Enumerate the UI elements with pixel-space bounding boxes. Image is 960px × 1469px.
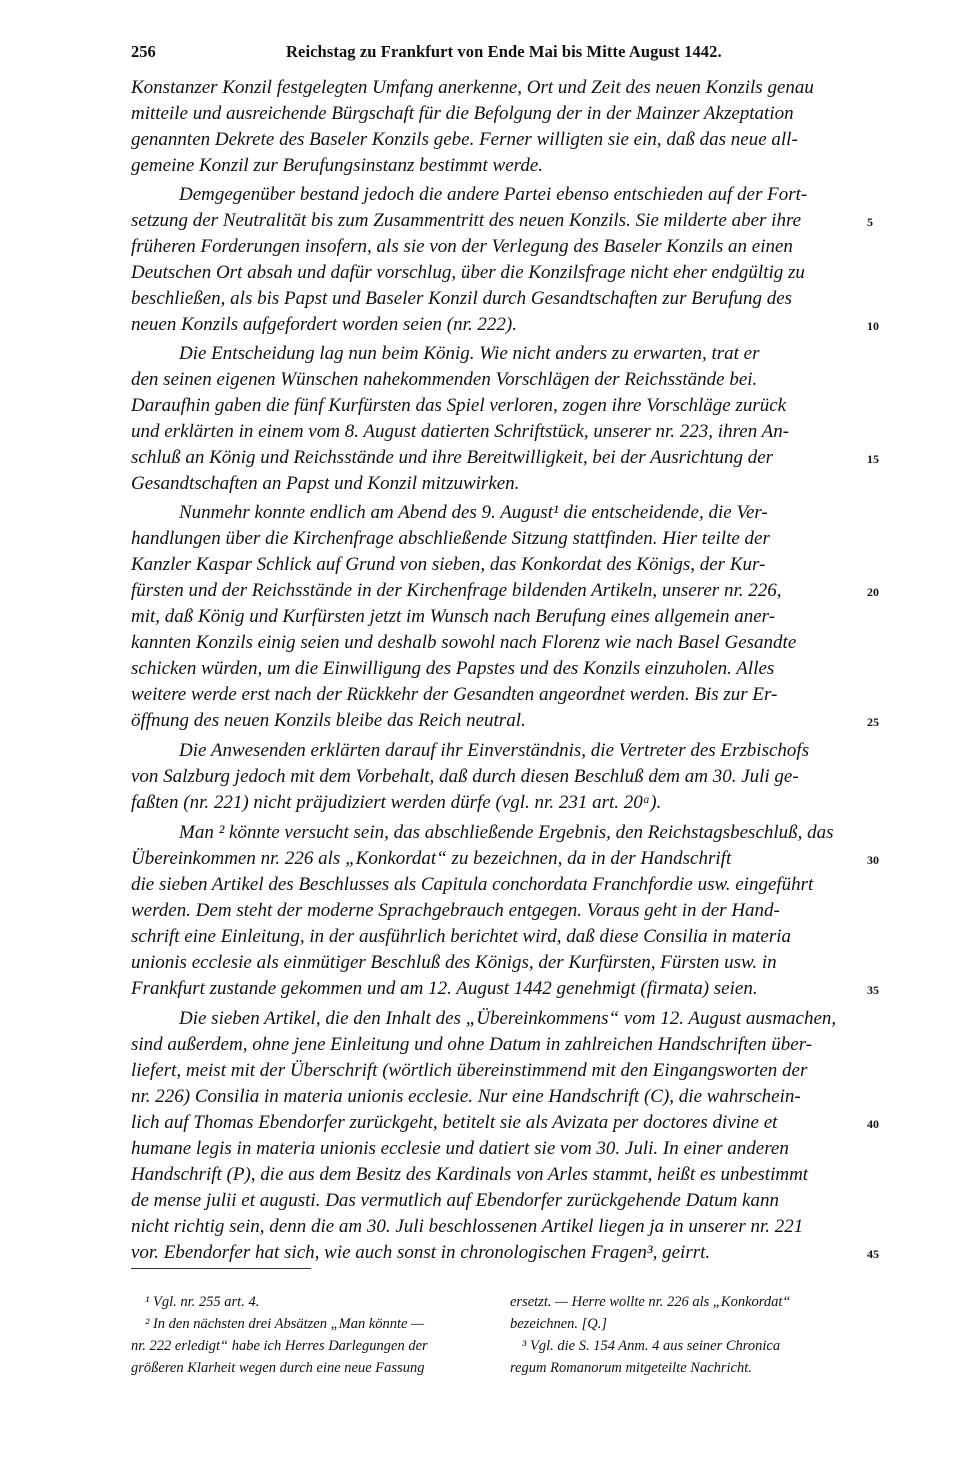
text-line-content: Frankfurt zustande gekommen und am 12. August 1442 genehmigt (firmata) seien.: [131, 978, 758, 999]
text-line: [131, 578, 866, 603]
text-line-content: mit, daß König und Kurfürsten jetzt im Wunsch nach Berufung eines allgemein aner-: [131, 606, 775, 627]
text-line: [131, 604, 866, 629]
text-line-content: nr. 226) Consilia in materia unionis ecclesie. Nur eine Handschrift (C), die wahrschein-: [131, 1086, 801, 1107]
text-line-content: setzung der Neutralität bis zum Zusammentritt des neuen Konzils. Sie milderte aber ihre: [131, 210, 802, 231]
text-line-content: neuen Konzils aufgefordert worden seien (nr. 222).: [131, 314, 517, 335]
text-line-content: Die Entscheidung lag nun beim König. Wie nicht anders zu erwarten, trat er: [179, 343, 760, 364]
text-line-content: Demgegenüber bestand jedoch die andere Partei ebenso entschieden auf der Fort-: [179, 184, 808, 205]
text-line-content: Man ² könnte versucht sein, das abschließende Ergebnis, den Reichstagsbeschluß, das: [179, 822, 834, 843]
text-line: [131, 552, 866, 577]
text-line-content: genannten Dekrete des Baseler Konzils gebe. Ferner willigten sie ein, daß das neue all-: [131, 129, 798, 150]
text-line: [131, 367, 866, 392]
text-line-content: unionis ecclesie als einmütiger Beschluß des Königs, der Kurfürsten, Fürsten usw. in: [131, 952, 777, 973]
footnote-divider: [131, 1268, 311, 1269]
text-line: [131, 101, 866, 126]
text-line: [131, 950, 866, 975]
text-line-content: Konstanzer Konzil festgelegten Umfang anerkenne, Ort und Zeit des neuen Konzils genau: [131, 77, 814, 98]
text-line-content: kannten Konzils einig seien und deshalb sowohl nach Florenz wie nach Basel Gesandte: [131, 632, 797, 653]
footnote-line: ¹ Vgl. nr. 255 art. 4.: [145, 1294, 260, 1310]
text-line-content: fürsten und der Reichsstände in der Kirchenfrage bildenden Artikeln, unserer nr. 226,: [131, 580, 782, 601]
text-line: [131, 656, 866, 681]
text-line: [131, 153, 866, 178]
text-line-content: die sieben Artikel des Beschlusses als Capitula conchordata Franchfordie usw. eingeführt: [131, 874, 814, 895]
text-line-content: sind außerdem, ohne jene Einleitung und ohne Datum in zahlreichen Handschriften über-: [131, 1034, 813, 1055]
paragraph-first-line: [131, 500, 866, 525]
text-line: [131, 976, 866, 1001]
line-number: 25: [867, 715, 879, 729]
text-line: [131, 260, 866, 285]
text-line-content: Kanzler Kaspar Schlick auf Grund von sieben, das Konkordat des Königs, der Kur-: [131, 554, 766, 575]
text-line-content: Die sieben Artikel, die den Inhalt des „Übereinkommens“ vom 12. August ausmachen,: [179, 1008, 837, 1029]
text-line: [131, 790, 866, 815]
text-line-content: liefert, meist mit der Überschrift (wörtlich übereinstimmend mit den Eingangsworten der: [131, 1060, 808, 1081]
text-line: [131, 1032, 866, 1057]
text-line-content: mitteile und ausreichende Bürgschaft für die Befolgung der in der Mainzer Akzeptation: [131, 103, 794, 124]
footnote-line: regum Romanorum mitgeteilte Nachricht.: [510, 1360, 752, 1376]
line-number: 20: [867, 585, 879, 599]
text-line: [131, 419, 866, 444]
text-line-content: Gesandtschaften an Papst und Konzil mitzuwirken.: [131, 473, 520, 494]
page-header: [131, 42, 866, 66]
text-line: [131, 708, 866, 733]
text-line: [131, 1110, 866, 1135]
text-line-content: Handschrift (P), die aus dem Besitz des Kardinals von Arles stammt, heißt es unbestimmt: [131, 1164, 809, 1185]
line-number: 5: [867, 215, 873, 229]
line-number: 45: [867, 1247, 879, 1261]
text-line-content: schrift eine Einleitung, in der ausführlich berichtet wird, daß diese Consilia in materia: [131, 926, 792, 947]
text-line: [131, 872, 866, 897]
text-line: [131, 208, 866, 233]
text-line: [131, 286, 866, 311]
running-title: Reichstag zu Frankfurt von Ende Mai bis Mitte August 1442.: [286, 42, 722, 61]
text-line-content: handlungen über die Kirchenfrage abschließende Sitzung stattfinden. Hier teilte der: [131, 528, 770, 549]
footnote-line: nr. 222 erledigt“ habe ich Herres Darlegungen der: [131, 1338, 428, 1354]
text-line-content: von Salzburg jedoch mit dem Vorbehalt, daß durch diesen Beschluß dem am 30. Juli ge-: [131, 766, 799, 787]
footnote-line: ersetzt. — Herre wollte nr. 226 als „Konkordat“: [510, 1294, 791, 1310]
text-line-content: gemeine Konzil zur Berufungsinstanz bestimmt werde.: [131, 155, 543, 176]
text-line-content: weitere werde erst nach der Rückkehr der Gesandten angeordnet werden. Bis zur Er-: [131, 684, 778, 705]
text-line: [131, 1058, 866, 1083]
text-line: [131, 630, 866, 655]
text-line-content: und erklärten in einem vom 8. August datierten Schriftstück, unserer nr. 223, ihren An-: [131, 421, 790, 442]
text-line-content: vor. Ebendorfer hat sich, wie auch sonst in chronologischen Fragen³, geirrt.: [131, 1242, 711, 1263]
footnote-line: ² In den nächsten drei Absätzen „Man könnte —: [145, 1316, 425, 1332]
text-line-content: nicht richtig sein, denn die am 30. Juli beschlossenen Artikel liegen ja in unserer nr. 221: [131, 1216, 804, 1237]
text-line-content: werden. Dem steht der moderne Sprachgebrauch entgegen. Voraus geht in der Hand-: [131, 900, 780, 921]
text-line-content: humane legis in materia unionis ecclesie und datiert sie vom 30. Juli. In einer anderen: [131, 1138, 789, 1159]
line-number: 30: [867, 853, 879, 867]
text-line: [131, 682, 866, 707]
line-number: 40: [867, 1117, 879, 1131]
text-line: [131, 924, 866, 949]
paragraph-first-line: [131, 341, 866, 366]
text-line: [131, 75, 866, 100]
line-number: 15: [867, 452, 879, 466]
text-line: [131, 764, 866, 789]
text-line-content: Die Anwesenden erklärten darauf ihr Einverständnis, die Vertreter des Erzbischofs: [179, 740, 810, 761]
text-line: [131, 471, 866, 496]
text-line: [131, 445, 866, 470]
footnote-line: ³ Vgl. die S. 154 Anm. 4 aus seiner Chronica: [522, 1338, 781, 1354]
text-line: [131, 846, 866, 871]
text-line: [131, 234, 866, 259]
text-line-content: Übereinkommen nr. 226 als „Konkordat“ zu bezeichnen, da in der Handschrift: [131, 848, 732, 869]
paragraph-first-line: [131, 820, 866, 845]
text-line: [131, 127, 866, 152]
text-line: [131, 526, 866, 551]
text-line-content: öffnung des neuen Konzils bleibe das Reich neutral.: [131, 710, 526, 731]
paragraph-first-line: [131, 182, 866, 207]
text-line-content: Daraufhin gaben die fünf Kurfürsten das Spiel verloren, zogen ihre Vorschläge zurück: [131, 395, 787, 416]
paragraph-first-line: [131, 1006, 866, 1031]
text-line-content: beschließen, als bis Papst und Baseler Konzil durch Gesandtschaften zur Berufung des: [131, 288, 793, 309]
text-line: [131, 312, 866, 337]
footnote-line: bezeichnen. [Q.]: [510, 1316, 608, 1332]
text-line: [131, 1136, 866, 1161]
paragraph-first-line: [131, 738, 866, 763]
text-line: [131, 1214, 866, 1239]
text-line: [131, 1188, 866, 1213]
page-number: 256: [131, 42, 156, 61]
text-line-content: schluß an König und Reichsstände und ihre Bereitwilligkeit, bei der Ausrichtung der: [131, 447, 774, 468]
text-line: [131, 393, 866, 418]
text-line: [131, 1240, 866, 1265]
text-line-content: den seinen eigenen Wünschen nahekommenden Vorschlägen der Reichsstände bei.: [131, 369, 758, 390]
text-line-content: faßten (nr. 221) nicht präjudiziert werden dürfe (vgl. nr. 231 art. 20ᵃ).: [131, 792, 662, 813]
text-line: [131, 1162, 866, 1187]
text-line: [131, 1084, 866, 1109]
text-line-content: früheren Forderungen insofern, als sie von der Verlegung des Baseler Konzils an einen: [131, 236, 793, 257]
text-line-content: Deutschen Ort absah und dafür vorschlug, über die Konzilsfrage nicht eher endgültig zu: [131, 262, 805, 283]
line-number: 10: [867, 319, 879, 333]
line-number: 35: [867, 983, 879, 997]
text-line: [131, 898, 866, 923]
footnote-line: größeren Klarheit wegen durch eine neue Fassung: [131, 1360, 425, 1376]
text-line-content: Nunmehr konnte endlich am Abend des 9. August¹ die entscheidende, die Ver-: [179, 502, 768, 523]
text-line-content: de mense julii et augusti. Das vermutlich auf Ebendorfer zurückgehende Datum kann: [131, 1190, 779, 1211]
text-line-content: lich auf Thomas Ebendorfer zurückgeht, betitelt sie als Avizata per doctores divine et: [131, 1112, 778, 1133]
text-line-content: schicken würden, um die Einwilligung des Papstes und des Konzils einzuholen. Alles: [131, 658, 775, 679]
